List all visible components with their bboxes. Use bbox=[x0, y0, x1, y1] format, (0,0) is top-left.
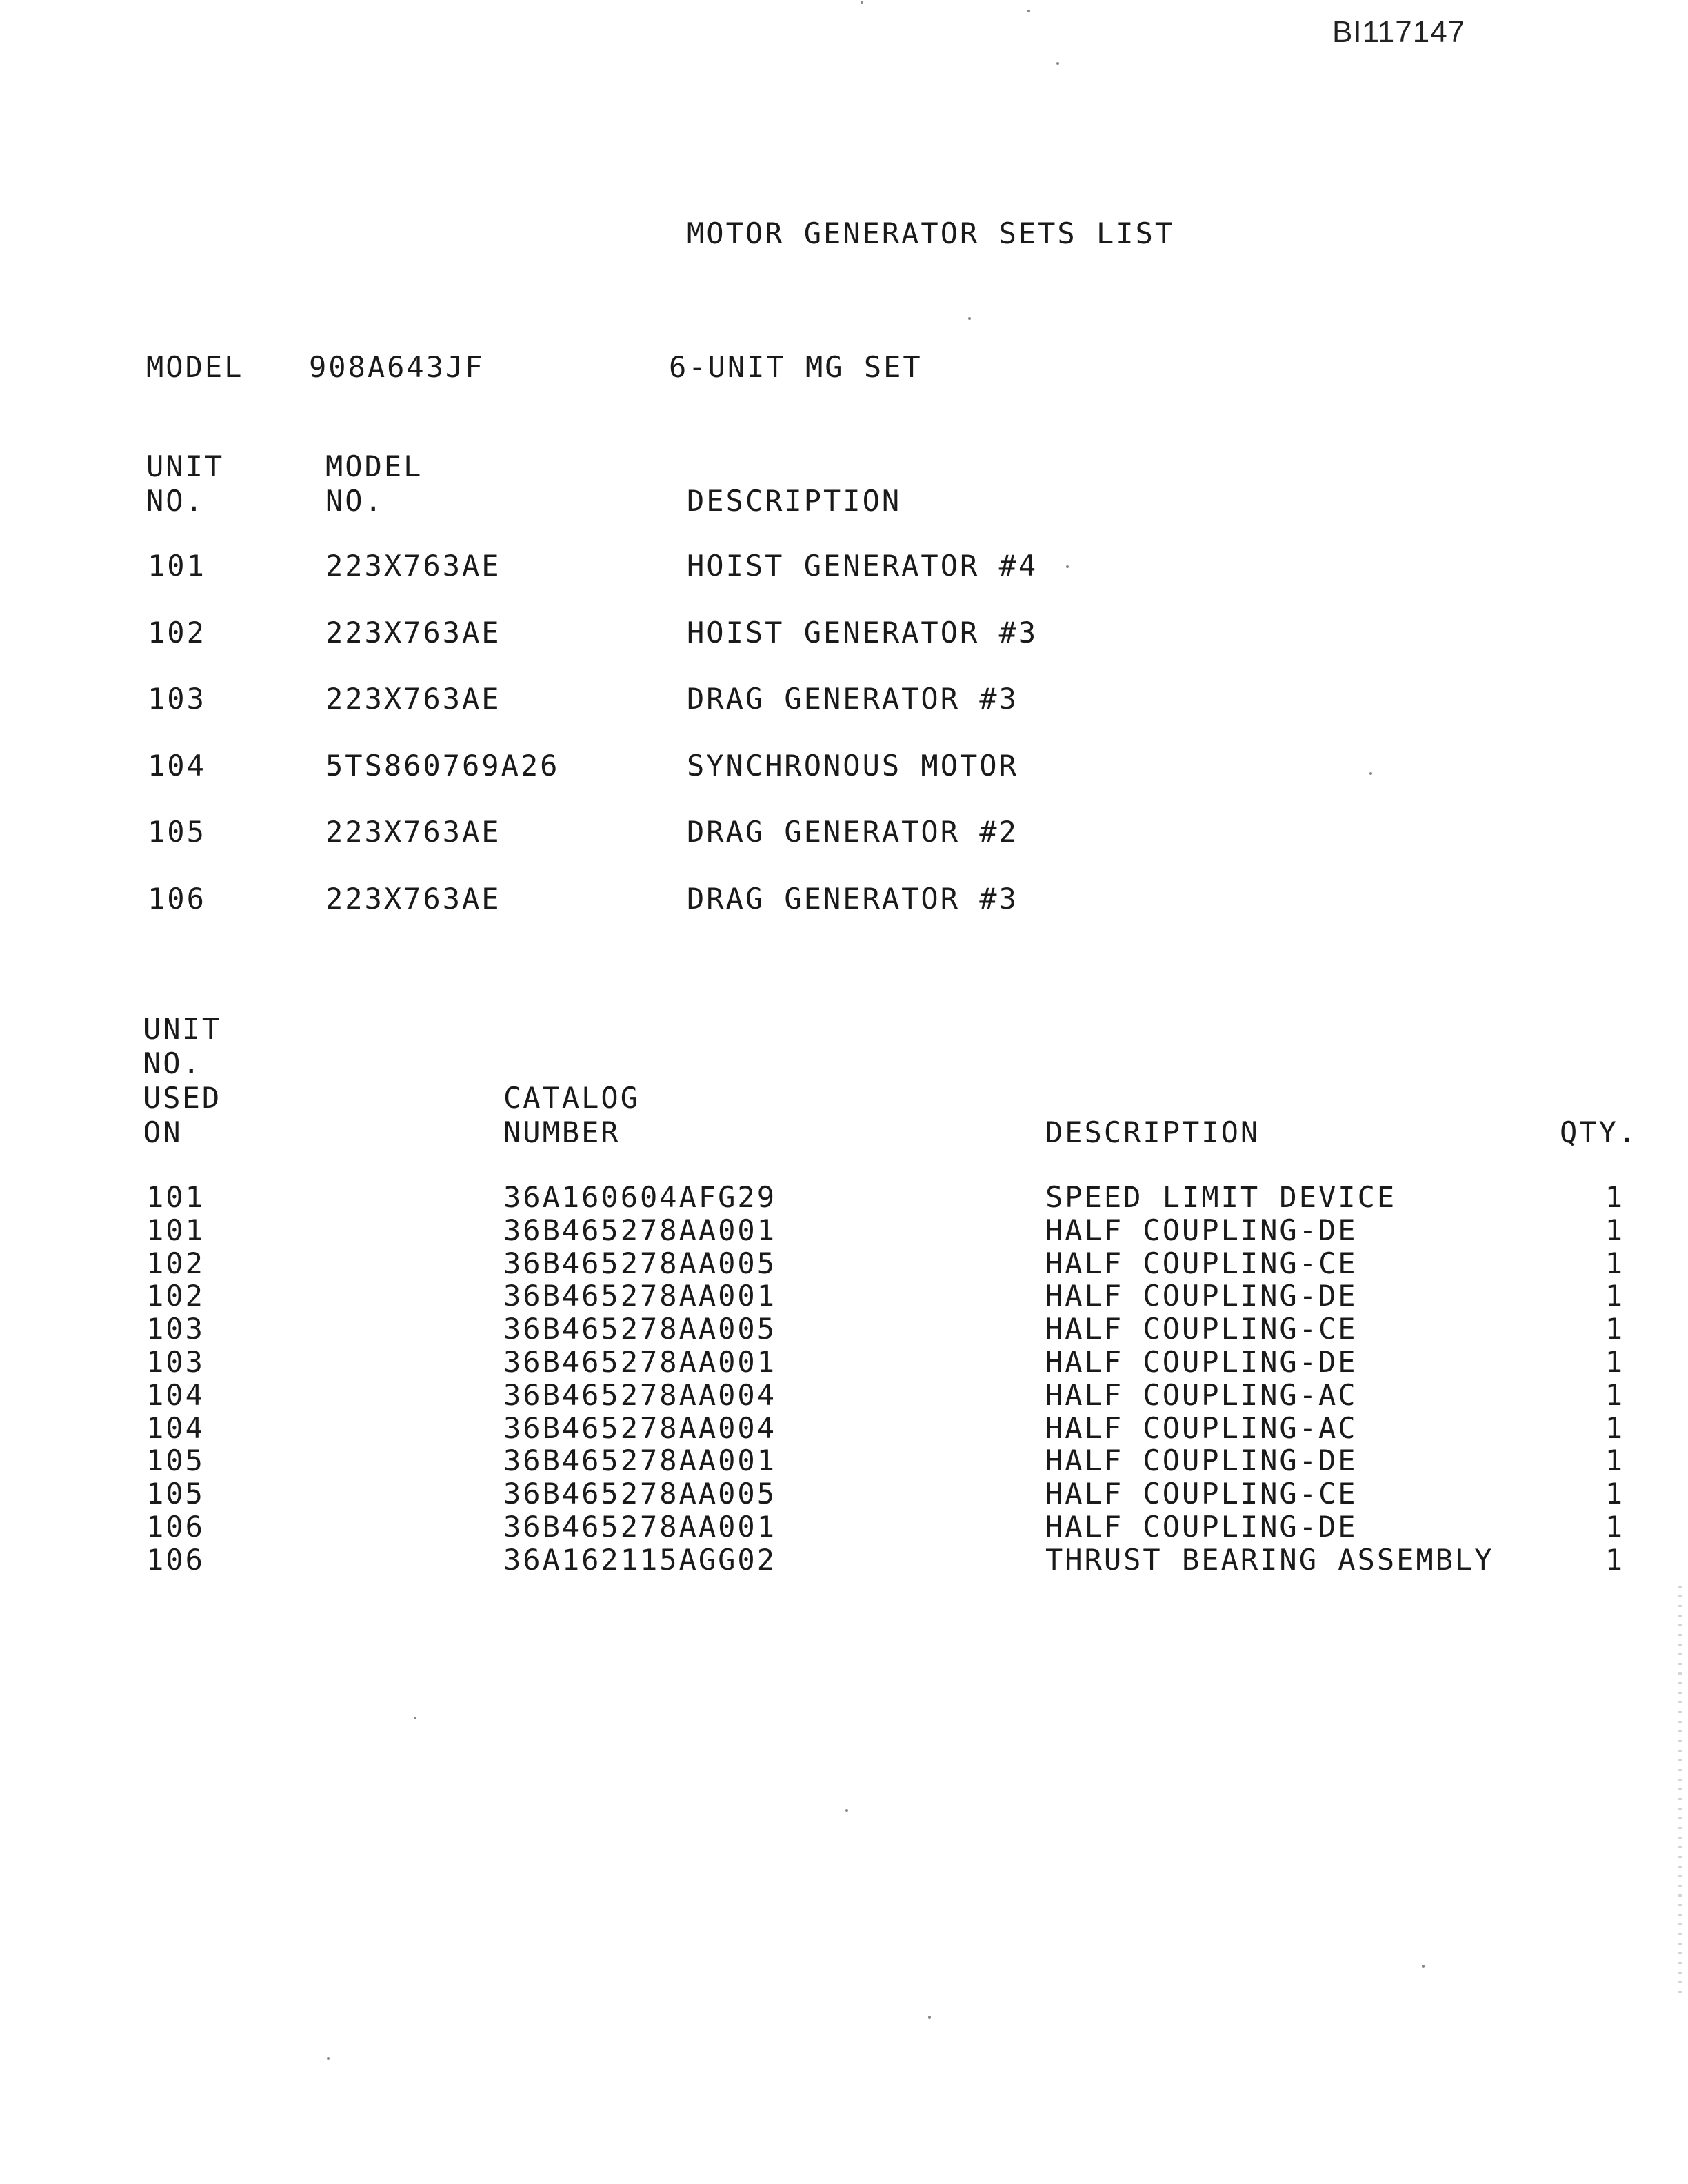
scan-edge-noise bbox=[1678, 1586, 1682, 1999]
part-unit-cell: 101 bbox=[146, 1213, 205, 1247]
part-description-cell: HALF COUPLING-AC bbox=[1045, 1411, 1358, 1445]
unit-no-cell: 106 bbox=[148, 882, 206, 916]
part-description-cell: HALF COUPLING-CE bbox=[1045, 1477, 1358, 1510]
catalog-number-cell: 36A162115AGG02 bbox=[503, 1543, 777, 1577]
unit-no-cell: 103 bbox=[148, 682, 206, 716]
part-description-cell: HALF COUPLING-CE bbox=[1045, 1312, 1358, 1346]
model-number: 908A643JF bbox=[309, 350, 485, 384]
scan-speck bbox=[968, 317, 971, 320]
catalog-number-cell: 36B465278AA004 bbox=[503, 1378, 777, 1412]
units-header-description: DESCRIPTION bbox=[687, 484, 902, 518]
catalog-number-cell: 36B465278AA001 bbox=[503, 1213, 777, 1247]
scan-speck bbox=[1369, 772, 1372, 775]
units-header-unit-line1: UNIT bbox=[146, 449, 225, 483]
qty-cell: 1 bbox=[1605, 1213, 1625, 1247]
part-unit-cell: 105 bbox=[146, 1477, 205, 1510]
scan-speck bbox=[845, 1809, 848, 1812]
scan-speck bbox=[1422, 1965, 1425, 1968]
model-no-cell: 223X763AE bbox=[325, 882, 501, 916]
model-no-cell: 223X763AE bbox=[325, 682, 501, 716]
document-id: BI117147 bbox=[1332, 15, 1466, 49]
unit-description-cell: DRAG GENERATOR #2 bbox=[687, 815, 1018, 849]
qty-cell: 1 bbox=[1605, 1180, 1625, 1214]
scan-speck bbox=[1066, 565, 1069, 568]
part-unit-cell: 106 bbox=[146, 1543, 205, 1577]
catalog-number-cell: 36B465278AA005 bbox=[503, 1477, 777, 1510]
qty-cell: 1 bbox=[1605, 1312, 1625, 1346]
qty-cell: 1 bbox=[1605, 1444, 1625, 1477]
qty-cell: 1 bbox=[1605, 1279, 1625, 1313]
catalog-number-cell: 36B465278AA001 bbox=[503, 1345, 777, 1379]
scan-speck bbox=[1056, 62, 1059, 65]
part-description-cell: HALF COUPLING-AC bbox=[1045, 1378, 1358, 1412]
part-description-cell: HALF COUPLING-DE bbox=[1045, 1279, 1358, 1313]
unit-no-cell: 101 bbox=[148, 549, 206, 583]
unit-no-cell: 105 bbox=[148, 815, 206, 849]
part-description-cell: HALF COUPLING-DE bbox=[1045, 1510, 1358, 1544]
model-no-cell: 5TS860769A26 bbox=[325, 749, 560, 782]
model-description: 6-UNIT MG SET bbox=[669, 350, 923, 384]
part-description-cell: HALF COUPLING-CE bbox=[1045, 1246, 1358, 1280]
units-header-unit-line2: NO. bbox=[146, 484, 205, 518]
catalog-number-cell: 36B465278AA005 bbox=[503, 1312, 777, 1346]
page-title: MOTOR GENERATOR SETS LIST bbox=[687, 216, 1175, 250]
part-unit-cell: 104 bbox=[146, 1411, 205, 1445]
parts-header-catalog-line2: NUMBER bbox=[503, 1115, 621, 1149]
unit-description-cell: HOIST GENERATOR #4 bbox=[687, 549, 1038, 583]
units-header-model-line1: MODEL bbox=[325, 449, 423, 483]
qty-cell: 1 bbox=[1605, 1477, 1625, 1510]
part-description-cell: HALF COUPLING-DE bbox=[1045, 1444, 1358, 1477]
qty-cell: 1 bbox=[1605, 1378, 1625, 1412]
part-unit-cell: 104 bbox=[146, 1378, 205, 1412]
part-unit-cell: 106 bbox=[146, 1510, 205, 1544]
parts-header-description: DESCRIPTION bbox=[1045, 1115, 1260, 1149]
unit-description-cell: SYNCHRONOUS MOTOR bbox=[687, 749, 1018, 782]
scan-speck bbox=[861, 1, 863, 4]
scan-speck bbox=[1027, 10, 1030, 12]
part-unit-cell: 101 bbox=[146, 1180, 205, 1214]
qty-cell: 1 bbox=[1605, 1345, 1625, 1379]
part-description-cell: HALF COUPLING-DE bbox=[1045, 1213, 1358, 1247]
catalog-number-cell: 36A160604AFG29 bbox=[503, 1180, 777, 1214]
model-no-cell: 223X763AE bbox=[325, 815, 501, 849]
part-unit-cell: 103 bbox=[146, 1312, 205, 1346]
parts-header-unit-line3: USED bbox=[143, 1081, 222, 1115]
part-unit-cell: 102 bbox=[146, 1279, 205, 1313]
unit-no-cell: 102 bbox=[148, 616, 206, 649]
model-label: MODEL bbox=[146, 350, 244, 384]
qty-cell: 1 bbox=[1605, 1543, 1625, 1577]
unit-description-cell: HOIST GENERATOR #3 bbox=[687, 616, 1038, 649]
part-unit-cell: 103 bbox=[146, 1345, 205, 1379]
catalog-number-cell: 36B465278AA001 bbox=[503, 1279, 777, 1313]
part-description-cell: SPEED LIMIT DEVICE bbox=[1045, 1180, 1397, 1214]
parts-header-unit-line2: NO. bbox=[143, 1046, 202, 1080]
catalog-number-cell: 36B465278AA001 bbox=[503, 1510, 777, 1544]
unit-no-cell: 104 bbox=[148, 749, 206, 782]
qty-cell: 1 bbox=[1605, 1411, 1625, 1445]
unit-description-cell: DRAG GENERATOR #3 bbox=[687, 682, 1018, 716]
part-description-cell: THRUST BEARING ASSEMBLY bbox=[1045, 1543, 1494, 1577]
part-description-cell: HALF COUPLING-DE bbox=[1045, 1345, 1358, 1379]
scan-speck bbox=[928, 2016, 931, 2019]
catalog-number-cell: 36B465278AA004 bbox=[503, 1411, 777, 1445]
units-header-model-line2: NO. bbox=[325, 484, 384, 518]
scan-speck bbox=[414, 1717, 416, 1719]
parts-header-qty: QTY. bbox=[1560, 1115, 1638, 1149]
catalog-number-cell: 36B465278AA005 bbox=[503, 1246, 777, 1280]
qty-cell: 1 bbox=[1605, 1246, 1625, 1280]
parts-header-catalog-line1: CATALOG bbox=[503, 1081, 641, 1115]
unit-description-cell: DRAG GENERATOR #3 bbox=[687, 882, 1018, 916]
catalog-number-cell: 36B465278AA001 bbox=[503, 1444, 777, 1477]
part-unit-cell: 102 bbox=[146, 1246, 205, 1280]
part-unit-cell: 105 bbox=[146, 1444, 205, 1477]
parts-header-unit-line1: UNIT bbox=[143, 1012, 222, 1046]
model-no-cell: 223X763AE bbox=[325, 616, 501, 649]
qty-cell: 1 bbox=[1605, 1510, 1625, 1544]
scan-speck bbox=[327, 2057, 330, 2060]
parts-header-unit-line4: ON bbox=[143, 1115, 183, 1149]
model-no-cell: 223X763AE bbox=[325, 549, 501, 583]
